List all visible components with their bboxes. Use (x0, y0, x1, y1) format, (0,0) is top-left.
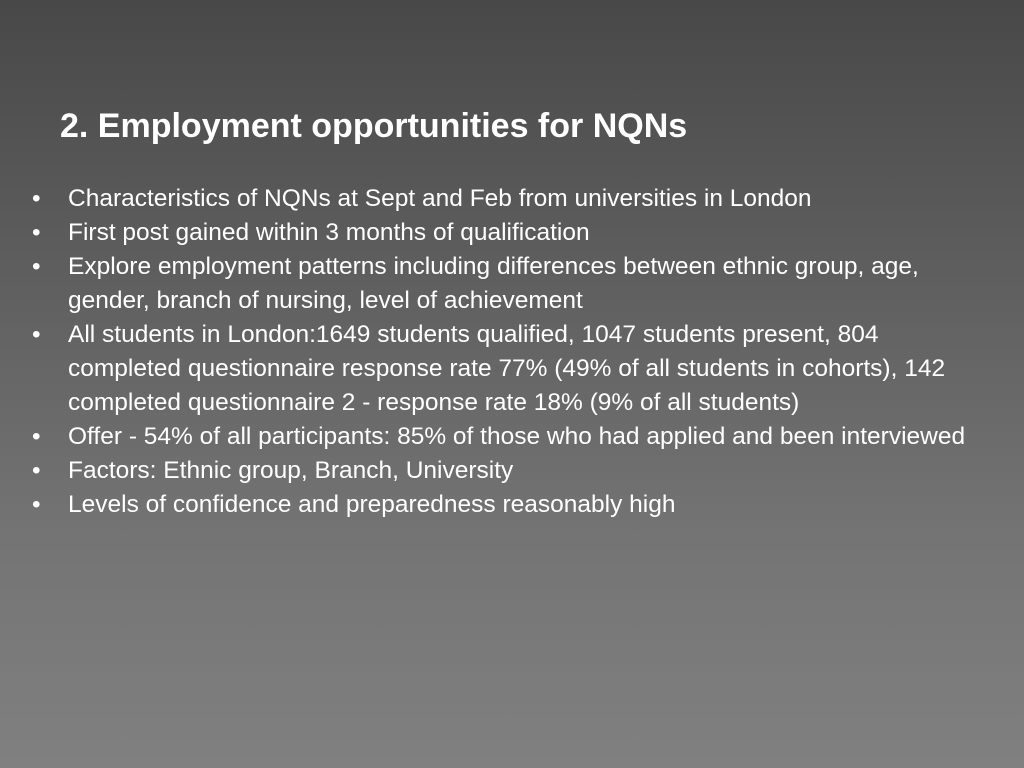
bullet-icon: • (32, 219, 41, 246)
bullet-item (30, 318, 990, 420)
bullet-icon: • (32, 423, 41, 450)
bullet-icon: • (32, 185, 41, 212)
bullet-icon: • (32, 491, 41, 518)
bullet-icon: • (32, 321, 41, 348)
slide-title: 2. Employment opportunities for NQNs (60, 107, 688, 145)
bullet-list (30, 182, 990, 522)
bullet-item (30, 488, 990, 522)
bullet-text: All students in London:1649 students qualified, 1047 students present, 804 completed questionnaire response rate 77% (49% of all students in cohorts), 142 completed questionnaire 2 - response rate 18% (9% of all students) (68, 321, 946, 416)
bullet-text: Levels of confidence and preparedness reasonably high (68, 491, 676, 518)
bullet-icon: • (32, 253, 41, 280)
bullet-text: First post gained within 3 months of qualification (68, 219, 590, 246)
bullet-text: Explore employment patterns including differences between ethnic group, age, gender, branch of nursing, level of achievement (68, 253, 919, 314)
bullet-text: Offer - 54% of all participants: 85% of those who had applied and been interviewed (68, 423, 966, 450)
bullet-item (30, 420, 990, 454)
bullet-item (30, 182, 990, 216)
bullet-text: Characteristics of NQNs at Sept and Feb from universities in London (68, 185, 812, 212)
bullet-text: Factors: Ethnic group, Branch, University (68, 457, 514, 484)
bullet-item (30, 216, 990, 250)
bullet-icon: • (32, 457, 41, 484)
bullet-item (30, 250, 990, 318)
bullet-item (30, 454, 990, 488)
